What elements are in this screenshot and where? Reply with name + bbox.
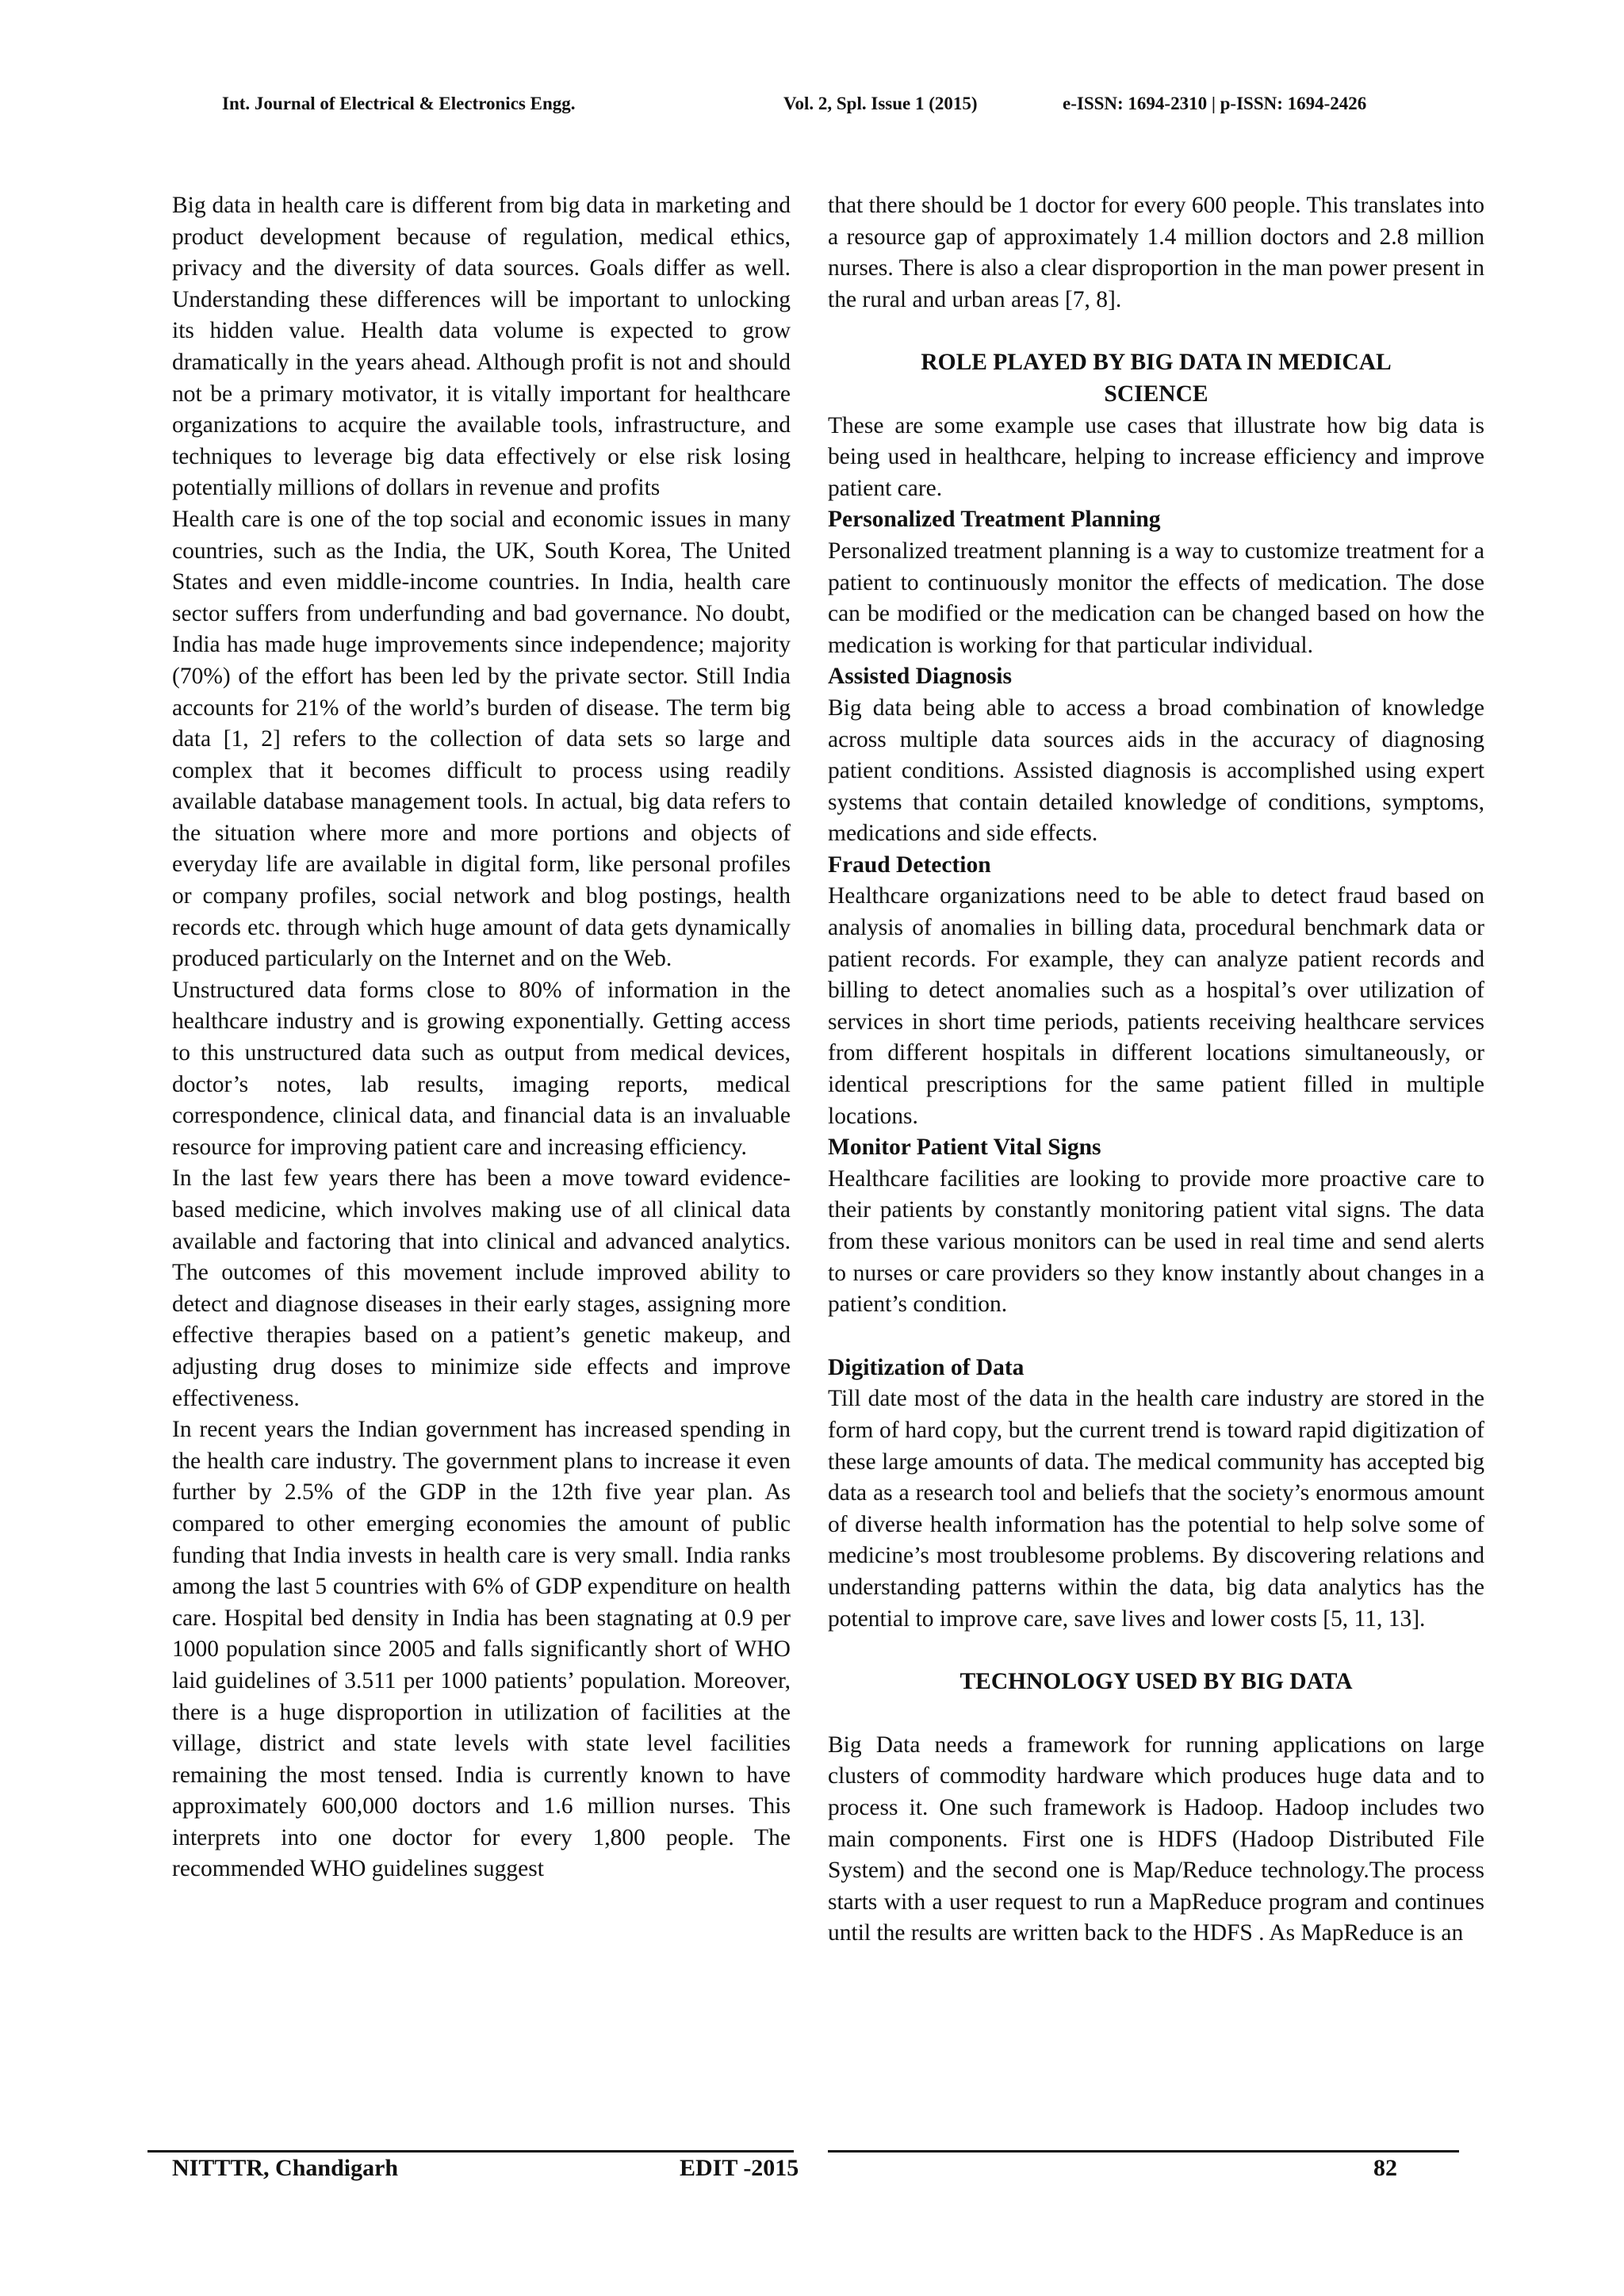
- paragraph: Personalized treatment planning is a way to customize treatment for a patient to continuously monitor the effects of medication. The dose can be modified or the medication can be changed based on how the medication is working for that particular individual.: [828, 538, 1484, 658]
- paragraph: Big data being able to access a broad combination of knowledge across multiple data sources aids in the accuracy of diagnosing patient conditions. Assisted diagnosis is accomplished using expert systems that contain detailed knowledge of conditions, symptoms, medications and side effects.: [828, 695, 1484, 847]
- page-number: 82: [1373, 2155, 1397, 2181]
- paragraph: Healthcare organizations need to be able to detect fraud based on analysis of anomalies in billing data, procedural benchmark data or patient records. For example, they can analyze patient records and billing to detect anomalies such as a hospital’s over utilization of services in short time periods, patients receiving healthcare services from different hospitals in different locations simultaneously, or identical prescriptions for the same patient filled in multiple locations.: [828, 883, 1484, 1129]
- paragraph: Big Data needs a framework for running applications on large clusters of commodity hardware which produces huge data and to process it. One such framework is Hadoop. Hadoop includes two main components. First one is HDFS (Hadoop Distributed File System) and the second one is Map/Reduce technology.The process starts with a user request to run a MapReduce program and continues until the results are written back to the HDFS . As MapReduce is an: [828, 1732, 1484, 1946]
- subheading-monitor: Monitor Patient Vital Signs: [828, 1135, 1101, 1161]
- paragraph: In the last few years there has been a move toward evidence-based medicine, which involves making use of all clinical data available and factoring that into clinical and advanced analytics. The outcomes of this movement include improved ability to detect and diagnose diseases in their early stages, assigning more effective therapies based on a patient’s genetic makeup, and adjusting drug doses to minimize side effects and improve effectiveness.: [172, 1165, 791, 1411]
- paragraph: Healthcare facilities are looking to provide more proactive care to their patients by constantly monitoring patient vital signs. The data from these various monitors can be used in real time and send alerts to nurses or care providers so they know instantly about changes in a patient’s condition.: [828, 1165, 1484, 1318]
- left-column: [172, 190, 791, 1885]
- paragraph: Unstructured data forms close to 80% of information in the healthcare industry and is growing exponentially. Getting access to this unstructured data such as output from medical devices, doctor’s notes, lab results, imaging reports, medical correspondence, clinical data, and financial data is an invaluable resource for improving patient care and increasing efficiency.: [172, 977, 791, 1160]
- paragraph: In recent years the Indian government has increased spending in the health care industry. The government plans to increase it even further by 2.5% of the GDP in the 12th five year plan. As compared to other emerging economies the amount of public funding that India invests in health care is very small. India ranks among the last 5 countries with 6% of GDP expenditure on health care. Hospital bed density in India has been stagnating at 0.9 per 1000 population since 2005 and falls significantly short of WHO laid guidelines of 3.511 per 1000 patients’ population. Moreover, there is a huge disproportion in utilization of facilities at the village, district and state levels with state level facilities remaining the most tensed. India is currently known to have approximately 600,000 doctors and 1.6 million nurses. This interprets into one doctor for every 1,800 people. The recommended WHO guidelines suggest: [172, 1417, 791, 1882]
- subheading-assisted: Assisted Diagnosis: [828, 664, 1012, 690]
- paragraph: Big data in health care is different from big data in marketing and product development because of regulation, medical ethics, privacy and the diversity of data sources. Goals differ as well. Understanding these differences will be important to unlocking its hidden value. Health data volume is expected to grow dramatically in the years ahead. Although profit is not and should not be a primary motivator, it is vitally important for healthcare organizations to acquire the available tools, infrastructure, and techniques to leverage big data effectively or else risk losing potentially millions of dollars in revenue and profits: [172, 193, 791, 501]
- running-header: [222, 94, 1459, 125]
- footer-rule-right: [828, 2150, 1459, 2152]
- subheading-fraud: Fraud Detection: [828, 851, 991, 878]
- footer-institution: NITTTR, Chandigarh: [172, 2155, 399, 2181]
- running-footer: [172, 2155, 1457, 2187]
- paragraph: Health care is one of the top social and economic issues in many countries, such as the India, the UK, South Korea, The United States and even middle-income countries. In India, health care sector suffers from underfunding and bad governance. No doubt, India has made huge improvements since independence; majority (70%) of the effort has been led by the private sector. Still India accounts for 21% of the world’s burden of disease. The term big data [1, 2] refers to the collection of data sets so large and complex that it becomes difficult to process using readily available database management tools. In actual, big data refers to the situation where more and more portions and objects of everyday life are available in digital form, like personal profiles or company profiles, social network and blog postings, health records etc. through which huge amount of data gets dynamically produced particularly on the Internet and on the Web.: [172, 506, 791, 972]
- issn: e-ISSN: 1694-2310 | p-ISSN: 1694-2426: [1063, 94, 1367, 113]
- subheading-personalized: Personalized Treatment Planning: [828, 507, 1161, 533]
- footer-rule-left: [147, 2150, 794, 2152]
- paragraph: Till date most of the data in the health care industry are stored in the form of hard copy, but the current trend is toward rapid digitization of these large amounts of data. The medical community has accepted big data as a research tool and beliefs that the society’s enormous amount of diverse health information has the potential to help solve some of medicine’s most troublesome problems. By discovering relations and understanding patterns within the data, big data analytics has the potential to improve care, save lives and lower costs [5, 11, 13].: [828, 1386, 1484, 1632]
- section-heading-technology: TECHNOLOGY USED BY BIG DATA: [959, 1669, 1353, 1695]
- paragraph: These are some example use cases that illustrate how big data is being used in healthcare, helping to increase efficiency and improve patient care.: [828, 412, 1484, 501]
- subheading-digitization: Digitization of Data: [828, 1354, 1025, 1380]
- footer-event: EDIT -2015: [680, 2155, 799, 2181]
- journal-name: Int. Journal of Electrical & Electronics Engg.: [222, 94, 576, 113]
- section-heading-role: [828, 347, 1484, 410]
- section-heading-line: SCIENCE: [1104, 381, 1208, 407]
- volume-issue: Vol. 2, Spl. Issue 1 (2015): [783, 94, 978, 113]
- section-heading-line: ROLE PLAYED BY BIG DATA IN MEDICAL: [921, 350, 1392, 376]
- right-column: [828, 190, 1484, 1950]
- paragraph: that there should be 1 doctor for every 600 people. This translates into a resource gap of approximately 1.4 million doctors and 2.8 million nurses. There is also a clear disproportion in the man power present in the rural and urban areas [7, 8].: [828, 193, 1484, 312]
